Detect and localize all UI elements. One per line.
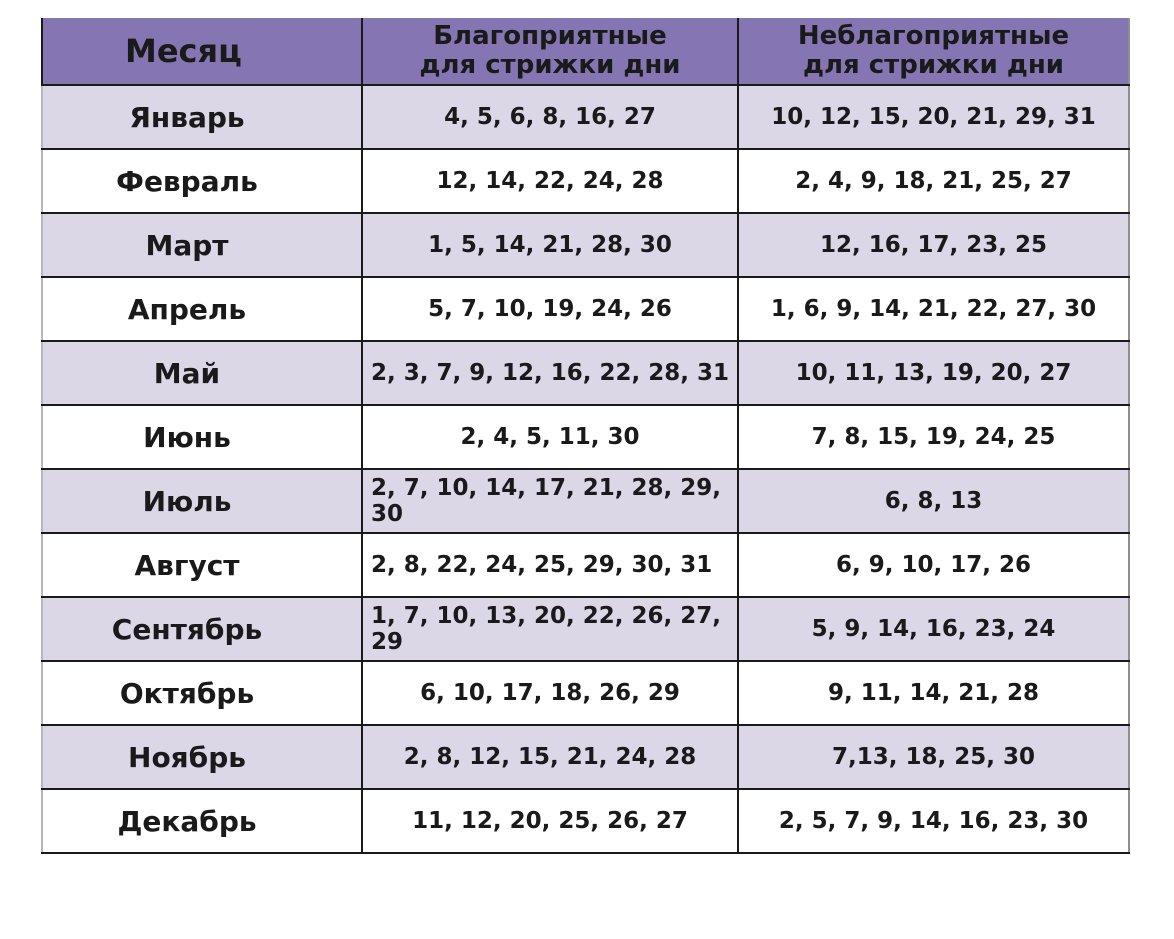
favorable-days-cell: 1, 5, 14, 21, 28, 30 (362, 213, 738, 277)
month-cell: Июль (42, 469, 362, 533)
table-row (42, 277, 1129, 341)
favorable-days-cell: 2, 8, 12, 15, 21, 24, 28 (362, 725, 738, 789)
favorable-days-cell: 6, 10, 17, 18, 26, 29 (362, 661, 738, 725)
table-row (42, 789, 1129, 853)
table-row (42, 149, 1129, 213)
header-unfavorable-days (738, 18, 1129, 85)
favorable-days-cell: 1, 7, 10, 13, 20, 22, 26, 27, 29 (362, 597, 738, 661)
unfavorable-days-cell: 2, 5, 7, 9, 14, 16, 23, 30 (738, 789, 1129, 853)
table-row (42, 341, 1129, 405)
month-cell: Сентябрь (42, 597, 362, 661)
header-unfavorable-line1: Неблагоприятные (797, 21, 1070, 51)
unfavorable-days-cell: 7, 8, 15, 19, 24, 25 (738, 405, 1129, 469)
month-cell: Январь (42, 85, 362, 149)
favorable-days-cell: 2, 4, 5, 11, 30 (362, 405, 738, 469)
unfavorable-days-cell: 10, 12, 15, 20, 21, 29, 31 (738, 85, 1129, 149)
header-unfavorable-line2: для стрижки дни (802, 50, 1065, 80)
table-row (42, 533, 1129, 597)
favorable-days-cell: 2, 7, 10, 14, 17, 21, 28, 29, 30 (362, 469, 738, 533)
month-cell: Май (42, 341, 362, 405)
table-body (42, 85, 1129, 853)
table-row (42, 469, 1129, 533)
favorable-days-cell: 12, 14, 22, 24, 28 (362, 149, 738, 213)
header-month: Месяц (42, 18, 362, 85)
month-cell: Февраль (42, 149, 362, 213)
month-cell: Ноябрь (42, 725, 362, 789)
favorable-days-cell: 2, 3, 7, 9, 12, 16, 22, 28, 31 (362, 341, 738, 405)
table-row (42, 725, 1129, 789)
unfavorable-days-cell: 2, 4, 9, 18, 21, 25, 27 (738, 149, 1129, 213)
table-row (42, 213, 1129, 277)
month-cell: Июнь (42, 405, 362, 469)
table-row (42, 661, 1129, 725)
unfavorable-days-cell: 12, 16, 17, 23, 25 (738, 213, 1129, 277)
header-favorable-line1: Благоприятные (433, 21, 667, 51)
month-cell: Август (42, 533, 362, 597)
favorable-days-cell: 2, 8, 22, 24, 25, 29, 30, 31 (362, 533, 738, 597)
unfavorable-days-cell: 10, 11, 13, 19, 20, 27 (738, 341, 1129, 405)
unfavorable-days-cell: 6, 8, 13 (738, 469, 1129, 533)
table-header (42, 18, 1129, 85)
haircut-days-table (41, 18, 1130, 854)
header-favorable-days (362, 18, 738, 85)
table-row (42, 85, 1129, 149)
table-row (42, 597, 1129, 661)
unfavorable-days-cell: 7,13, 18, 25, 30 (738, 725, 1129, 789)
favorable-days-cell: 5, 7, 10, 19, 24, 26 (362, 277, 738, 341)
header-row (42, 18, 1129, 85)
table-row (42, 405, 1129, 469)
month-cell: Март (42, 213, 362, 277)
month-cell: Октябрь (42, 661, 362, 725)
unfavorable-days-cell: 6, 9, 10, 17, 26 (738, 533, 1129, 597)
unfavorable-days-cell: 1, 6, 9, 14, 21, 22, 27, 30 (738, 277, 1129, 341)
month-cell: Апрель (42, 277, 362, 341)
header-favorable-line2: для стрижки дни (419, 50, 681, 80)
month-cell: Декабрь (42, 789, 362, 853)
favorable-days-cell: 4, 5, 6, 8, 16, 27 (362, 85, 738, 149)
unfavorable-days-cell: 9, 11, 14, 21, 28 (738, 661, 1129, 725)
unfavorable-days-cell: 5, 9, 14, 16, 23, 24 (738, 597, 1129, 661)
favorable-days-cell: 11, 12, 20, 25, 26, 27 (362, 789, 738, 853)
